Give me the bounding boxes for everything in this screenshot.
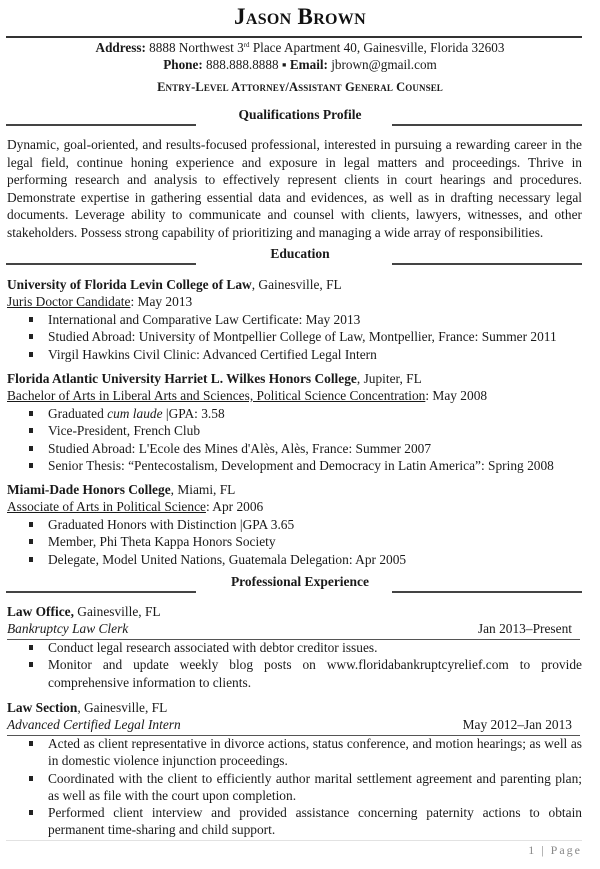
header-divider bbox=[6, 36, 582, 38]
bullet-icon bbox=[29, 522, 33, 527]
contact-line bbox=[0, 57, 600, 73]
bullet-icon bbox=[29, 662, 33, 667]
section-title: Professional Experience bbox=[230, 574, 370, 589]
employer-location: Gainesville, FL bbox=[73, 604, 161, 619]
education-bullets bbox=[0, 516, 582, 568]
candidate-name: Jason Brown bbox=[234, 4, 366, 29]
degree-line bbox=[7, 294, 192, 310]
experience-bullets bbox=[0, 639, 582, 691]
page-number: 1 bbox=[528, 843, 537, 857]
education-bullets bbox=[0, 405, 582, 474]
list-item: Monitor and update weekly blog posts on www.floridabankruptcyrelief.com to provide comprehensive information to clients. bbox=[0, 656, 582, 691]
contact-separator: ▪ bbox=[281, 57, 287, 72]
employer-name: Law Office, bbox=[7, 604, 74, 619]
page-footer bbox=[528, 843, 582, 858]
list-item: Studied Abroad: University of Montpellier College of Law, Montpellier, France: Summer 2011 bbox=[0, 328, 582, 345]
address-rest: Place Apartment 40, Gainesville, Florida 32603 bbox=[252, 40, 505, 55]
degree-date: : May 2008 bbox=[425, 388, 488, 403]
address-ordinal: rd bbox=[243, 41, 250, 49]
degree-name: Associate of Arts in Political Science bbox=[7, 499, 206, 514]
experience-entry-heading bbox=[7, 604, 161, 620]
bullet-icon bbox=[29, 317, 33, 322]
bullet-icon bbox=[29, 776, 33, 781]
phone-label: Phone: bbox=[163, 57, 203, 72]
address-label: Address: bbox=[95, 40, 146, 55]
section-header-education bbox=[0, 246, 600, 266]
footer-divider bbox=[6, 840, 582, 841]
bullet-icon bbox=[29, 352, 33, 357]
phone-value: 888.888.8888 bbox=[206, 57, 279, 72]
section-rule-right bbox=[392, 263, 582, 265]
page-label: Page bbox=[550, 843, 582, 857]
list-item: Graduated cum laude |GPA: 3.58 bbox=[0, 405, 582, 422]
section-rule-left bbox=[6, 263, 196, 265]
school-location: , Gainesville, FL bbox=[251, 277, 342, 292]
section-header-qualifications bbox=[0, 107, 600, 127]
section-rule-right bbox=[392, 124, 582, 126]
education-entry-heading bbox=[7, 482, 235, 498]
degree-name: Bachelor of Arts in Liberal Arts and Sciences, Political Science Concentration bbox=[7, 388, 426, 403]
list-item: Studied Abroad: L'Ecole des Mines d'Alès, Alès, France: Summer 2007 bbox=[0, 440, 582, 457]
bullet-icon bbox=[29, 446, 33, 451]
address-street: 8888 Northwest 3 bbox=[149, 40, 244, 55]
list-item: Virgil Hawkins Civil Clinic: Advanced Certified Legal Intern bbox=[0, 346, 582, 363]
role-row bbox=[7, 717, 580, 736]
job-dates: Jan 2013–Present bbox=[477, 621, 572, 636]
list-item: Vice-President, French Club bbox=[0, 422, 582, 439]
email-label: Email: bbox=[289, 57, 328, 72]
degree-date: : May 2013 bbox=[130, 294, 193, 309]
list-item: Coordinated with the client to efficiently author marital settlement agreement and parenting plan; as well as file with the court upon completion. bbox=[0, 770, 582, 805]
list-item: International and Comparative Law Certificate: May 2013 bbox=[0, 311, 582, 328]
degree-name: Juris Doctor Candidate bbox=[7, 294, 131, 309]
section-title: Qualifications Profile bbox=[238, 107, 362, 122]
section-rule-left bbox=[6, 124, 196, 126]
experience-bullets bbox=[0, 735, 582, 839]
bullet-icon bbox=[29, 810, 33, 815]
employer-location: , Gainesville, FL bbox=[77, 700, 168, 715]
education-entry-heading bbox=[7, 277, 342, 293]
email-value[interactable]: jbrown@gmail.com bbox=[331, 57, 437, 72]
target-job-title: Entry-Level Attorney/Assistant General Counsel bbox=[157, 80, 443, 94]
list-item: Member, Phi Theta Kappa Honors Society bbox=[0, 533, 582, 550]
job-role: Bankruptcy Law Clerk bbox=[7, 621, 129, 636]
section-header-experience bbox=[0, 574, 600, 594]
section-title: Education bbox=[270, 246, 330, 261]
section-rule-right bbox=[392, 591, 582, 593]
list-item: Performed client interview and provided assistance concerning paternity actions to obtain permanent time-sharing and child support. bbox=[0, 804, 582, 839]
job-dates: May 2012–Jan 2013 bbox=[462, 717, 572, 732]
role-row bbox=[7, 621, 580, 640]
list-item: Senior Thesis: “Pentecostalism, Development and Democracy in Latin America”: Spring 2008 bbox=[0, 457, 582, 474]
latin-honors: cum laude bbox=[107, 406, 163, 421]
degree-line bbox=[7, 388, 487, 404]
bullet-icon bbox=[29, 539, 33, 544]
list-item: Conduct legal research associated with debtor creditor issues. bbox=[0, 639, 582, 656]
section-rule-left bbox=[6, 591, 196, 593]
list-item: Graduated Honors with Distinction |GPA 3.65 bbox=[0, 516, 582, 533]
school-location: , Miami, FL bbox=[170, 482, 236, 497]
bullet-icon bbox=[29, 741, 33, 746]
degree-date: : Apr 2006 bbox=[205, 499, 264, 514]
bullet-icon bbox=[29, 463, 33, 468]
bullet-icon bbox=[29, 334, 33, 339]
school-location: , Jupiter, FL bbox=[356, 371, 422, 386]
bullet-icon bbox=[29, 645, 33, 650]
experience-entry-heading bbox=[7, 700, 167, 716]
education-bullets bbox=[0, 311, 582, 363]
job-role: Advanced Certified Legal Intern bbox=[7, 717, 181, 732]
bullet-icon bbox=[29, 428, 33, 433]
degree-line bbox=[7, 499, 263, 515]
school-name: University of Florida Levin College of Law bbox=[7, 277, 252, 292]
employer-name: Law Section bbox=[7, 700, 78, 715]
address-line bbox=[0, 40, 600, 56]
school-name: Miami-Dade Honors College bbox=[7, 482, 171, 497]
list-item: Acted as client representative in divorce actions, status conference, and motion hearings; as well as in domestic violence injunction proceedings. bbox=[0, 735, 582, 770]
education-entry-heading bbox=[7, 371, 422, 387]
bullet-icon bbox=[29, 557, 33, 562]
list-item: Delegate, Model United Nations, Guatemala Delegation: Apr 2005 bbox=[0, 551, 582, 568]
page-separator: | bbox=[541, 843, 546, 857]
qualifications-profile-text: Dynamic, goal-oriented, and results-focused professional, interested in pursuing a rewarding career in the legal field, continue honing experience and exposure in legal matters and proceedings. Thrive in performing research and analysis to effectively represent clients in court hearings and procedures. Demonstrate expertise in gathering essential data and evidences, as well as in drafting necessary legal documents. Leverage ability to communicate and counsel with clients, lawyers, witnesses, and other stakeholders. Possess strong capability of prioritizing and managing a wide array of responsibilities. bbox=[7, 137, 582, 240]
bullet-icon bbox=[29, 411, 33, 416]
school-name: Florida Atlantic University Harriet L. Wilkes Honors College bbox=[7, 371, 357, 386]
